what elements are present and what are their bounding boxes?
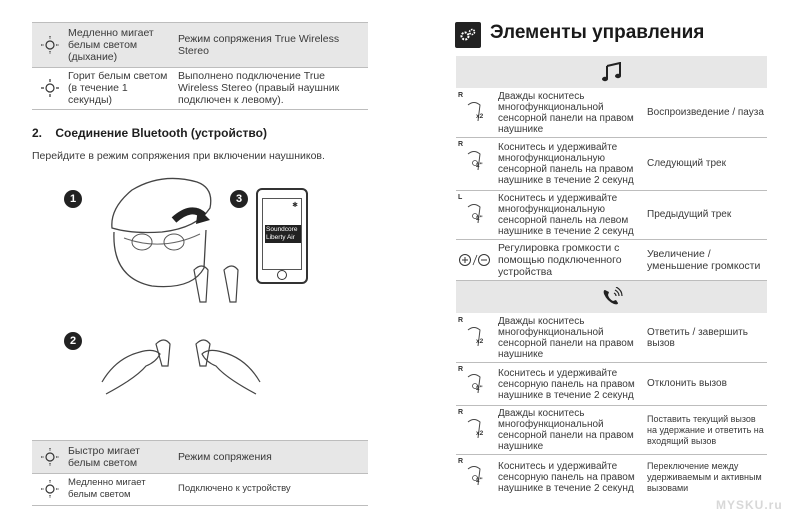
- section-text: Перейдите в режим сопряжения при включении наушников.: [32, 150, 325, 162]
- control-result: Увеличение / уменьшение громкости: [647, 248, 761, 272]
- led-state: Горит белым светом (в течение 1 секунды): [68, 70, 168, 106]
- page-title: Элементы управления: [490, 22, 705, 43]
- led-meaning: Выполнено подключение True Wireless Stereo (правый наушник подключен к левому).: [178, 70, 340, 106]
- touch-hold-icon: R 2": [458, 458, 483, 484]
- step-number: 1: [64, 190, 82, 208]
- led-light-icon: [32, 478, 68, 500]
- control-action: Дважды коснитесь многофункциональной сенсорной панели на правом наушнике: [498, 91, 634, 135]
- led-row: [32, 67, 368, 110]
- touch-gesture-icon: R x2: [458, 92, 484, 120]
- touch-hold-icon: R 2": [458, 141, 483, 169]
- step-number: 2: [64, 332, 82, 350]
- control-row: [456, 240, 767, 281]
- touch-gesture-icon: R x2: [458, 317, 484, 345]
- step-number: 3: [230, 190, 248, 208]
- control-row: [456, 138, 767, 191]
- led-row: [32, 22, 368, 68]
- touch-hold-icon: R 2": [458, 366, 483, 392]
- bluetooth-icon: ✱: [292, 202, 298, 209]
- led-light-icon: [32, 34, 68, 56]
- control-action: Коснитесь и удерживайте многофункциональную сенсорной панель на правом наушнике в течение 2 секунд: [498, 142, 634, 186]
- section-title: 2. Соединение Bluetooth (устройство): [32, 126, 267, 140]
- hands-holding-earbuds-illustration: [96, 322, 266, 405]
- led-state: Медленно мигает белым светом (дыхание): [68, 27, 154, 63]
- control-result: Воспроизведение / пауза: [647, 107, 764, 119]
- touch-hold-icon: L 2": [458, 194, 483, 222]
- watermark: MYSKU.ru: [716, 498, 783, 512]
- control-row: [456, 406, 767, 455]
- led-light-icon: [32, 446, 68, 468]
- music-section-header: [456, 56, 767, 88]
- control-result: Переключение между удерживаемым и активным вызовами: [647, 460, 762, 493]
- led-row: [32, 440, 368, 474]
- control-result: Поставить текущий вызов на удержание и ответить на входящий вызов: [647, 413, 764, 446]
- phone-illustration: [256, 188, 308, 284]
- call-section-header: [456, 281, 767, 313]
- led-state: Медленно мигает белым светом: [68, 477, 146, 500]
- control-result: Ответить / завершить вызов: [647, 326, 748, 349]
- phone-call-icon: [601, 287, 623, 307]
- control-action: Регулировка громкости с помощью подключенного устройства: [498, 242, 622, 278]
- volume-plus-minus-icon: [456, 240, 498, 280]
- phone-screen: [262, 198, 302, 270]
- control-action: Коснитесь и удерживайте сенсорную панель на правом наушнике в течение 2 секунд: [498, 460, 635, 494]
- gears-icon: [455, 22, 481, 48]
- led-meaning: Режим сопряжения: [178, 451, 272, 463]
- device-name-label: Soundcore Liberty Air: [265, 225, 301, 243]
- control-action: Дважды коснитесь многофункциональной сенсорной панели на правом наушнике: [498, 408, 634, 452]
- control-row: [456, 314, 767, 363]
- control-result: Предыдущий трек: [647, 209, 732, 221]
- touch-gesture-icon: R x2: [458, 409, 484, 437]
- control-result: Отклонить вызов: [647, 378, 727, 390]
- earbuds-illustration: [188, 262, 248, 313]
- led-light-icon: [32, 77, 68, 99]
- led-meaning: Подключено к устройству: [178, 483, 291, 494]
- control-action: Дважды коснитесь многофункциональной сенсорной панели на правом наушнике: [498, 316, 634, 360]
- led-state: Быстро мигает белым светом: [68, 445, 140, 469]
- control-row: [456, 455, 767, 499]
- led-row: [32, 473, 368, 506]
- control-action: Коснитесь и удерживайте сенсорную панель на правом наушнике в течение 2 секунд: [498, 367, 635, 401]
- control-row: [456, 191, 767, 240]
- control-action: Коснитесь и удерживайте многофункциональную сенсорной панель на левом наушнике в течение 2 секунд: [498, 193, 634, 237]
- control-result: Следующий трек: [647, 158, 726, 170]
- home-button: [277, 270, 287, 280]
- control-row: [456, 89, 767, 138]
- led-meaning: Режим сопряжения True Wireless Stereo: [178, 33, 340, 57]
- control-row: [456, 363, 767, 406]
- music-note-icon: [601, 62, 623, 82]
